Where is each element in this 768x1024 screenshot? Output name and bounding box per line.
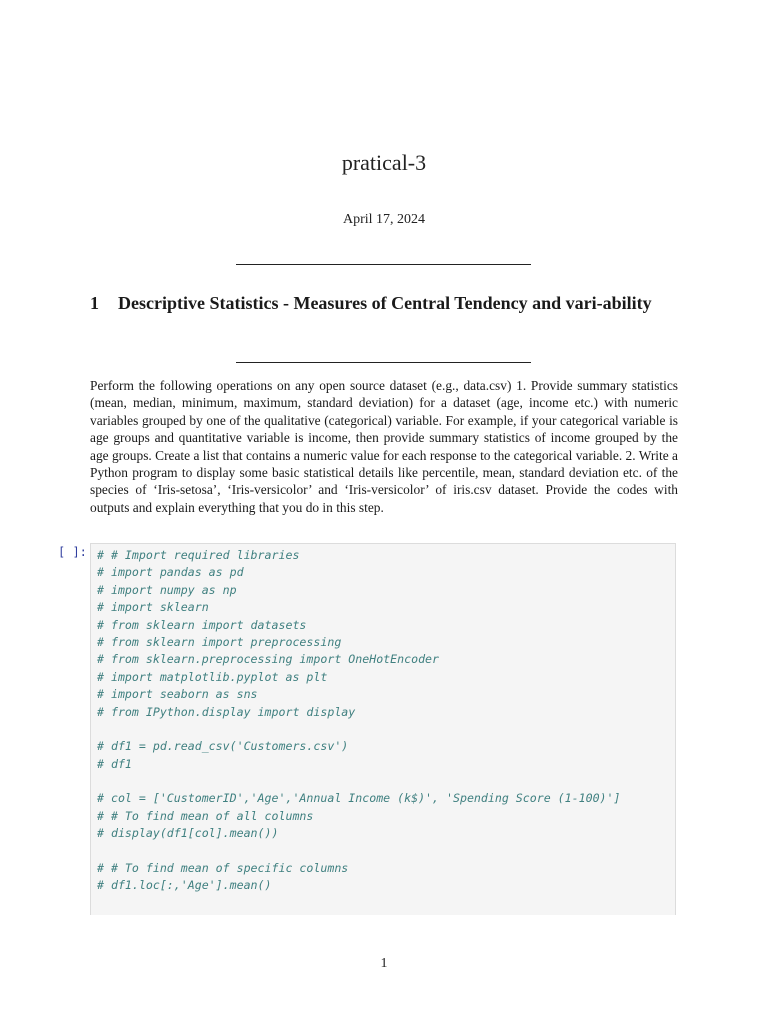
code-line: # import sklearn bbox=[97, 600, 209, 615]
cell-prompt: [ ]: bbox=[58, 545, 87, 559]
horizontal-rule-bottom bbox=[236, 362, 531, 363]
code-line: # df1.loc[:,'Age'].mean() bbox=[97, 878, 272, 893]
page-number: 1 bbox=[380, 956, 388, 971]
code-line: # display(df1[col].mean()) bbox=[97, 826, 279, 841]
code-line: # # Import required libraries bbox=[97, 548, 300, 562]
section-title: Descriptive Statistics - Measures of Central Tendency and vari-ability bbox=[118, 293, 652, 313]
code-line bbox=[97, 895, 669, 912]
code-line: # import matplotlib.pyplot as plt bbox=[97, 669, 328, 684]
instructions-paragraph: Perform the following operations on any open source dataset (e.g., data.csv) 1. Provide summary statistics (mean, median, minimum, maximum, standard deviation) for a dataset (age, income etc.) with numeric variables grouped by one of the qualitative (categorical) variable. For example, if your categorical variable is age groups and quantitative variable is income, then provide summary statistics of income grouped by the age groups. Create a list that contains a numeric value for each response to the categorical variable. 2. Write a Python program to display some basic statistical details like percentile, mean, standard deviation etc. of the species of ‘Iris-setosa’, ‘Iris-versicolor’ and ‘Iris-versicolor’ of iris.csv dataset. Provide the codes with outputs and explain everything that you do in this step. bbox=[90, 378, 678, 515]
section-heading bbox=[90, 292, 680, 315]
code-line bbox=[97, 721, 669, 738]
section-number: 1 bbox=[90, 293, 99, 313]
code-line: # # To find mean of all columns bbox=[97, 808, 314, 823]
code-line: # from sklearn import datasets bbox=[97, 617, 307, 632]
code-line: # from sklearn import preprocessing bbox=[97, 634, 342, 649]
code-cell[interactable] bbox=[90, 543, 676, 915]
code-line: # df1 bbox=[97, 756, 132, 771]
code-line: # col = ['CustomerID','Age','Annual Income (k$)', 'Spending Score (1-100)'] bbox=[97, 791, 621, 806]
code-line: # from IPython.display import display bbox=[97, 704, 356, 719]
document-title: pratical-3 bbox=[341, 150, 427, 175]
code-line: # # To find mean of specific columns bbox=[97, 861, 349, 876]
horizontal-rule-top bbox=[236, 264, 531, 265]
code-line: # import seaborn as sns bbox=[97, 687, 258, 702]
document-date: April 17, 2024 bbox=[342, 212, 426, 227]
code-line bbox=[97, 843, 669, 860]
code-line: # import pandas as pd bbox=[97, 565, 244, 580]
code-line: # import numpy as np bbox=[97, 582, 237, 597]
code-line: # from sklearn.preprocessing import OneHotEncoder bbox=[97, 652, 440, 667]
code-line: # df1 = pd.read_csv('Customers.csv') bbox=[97, 739, 349, 754]
code-line bbox=[97, 773, 669, 790]
